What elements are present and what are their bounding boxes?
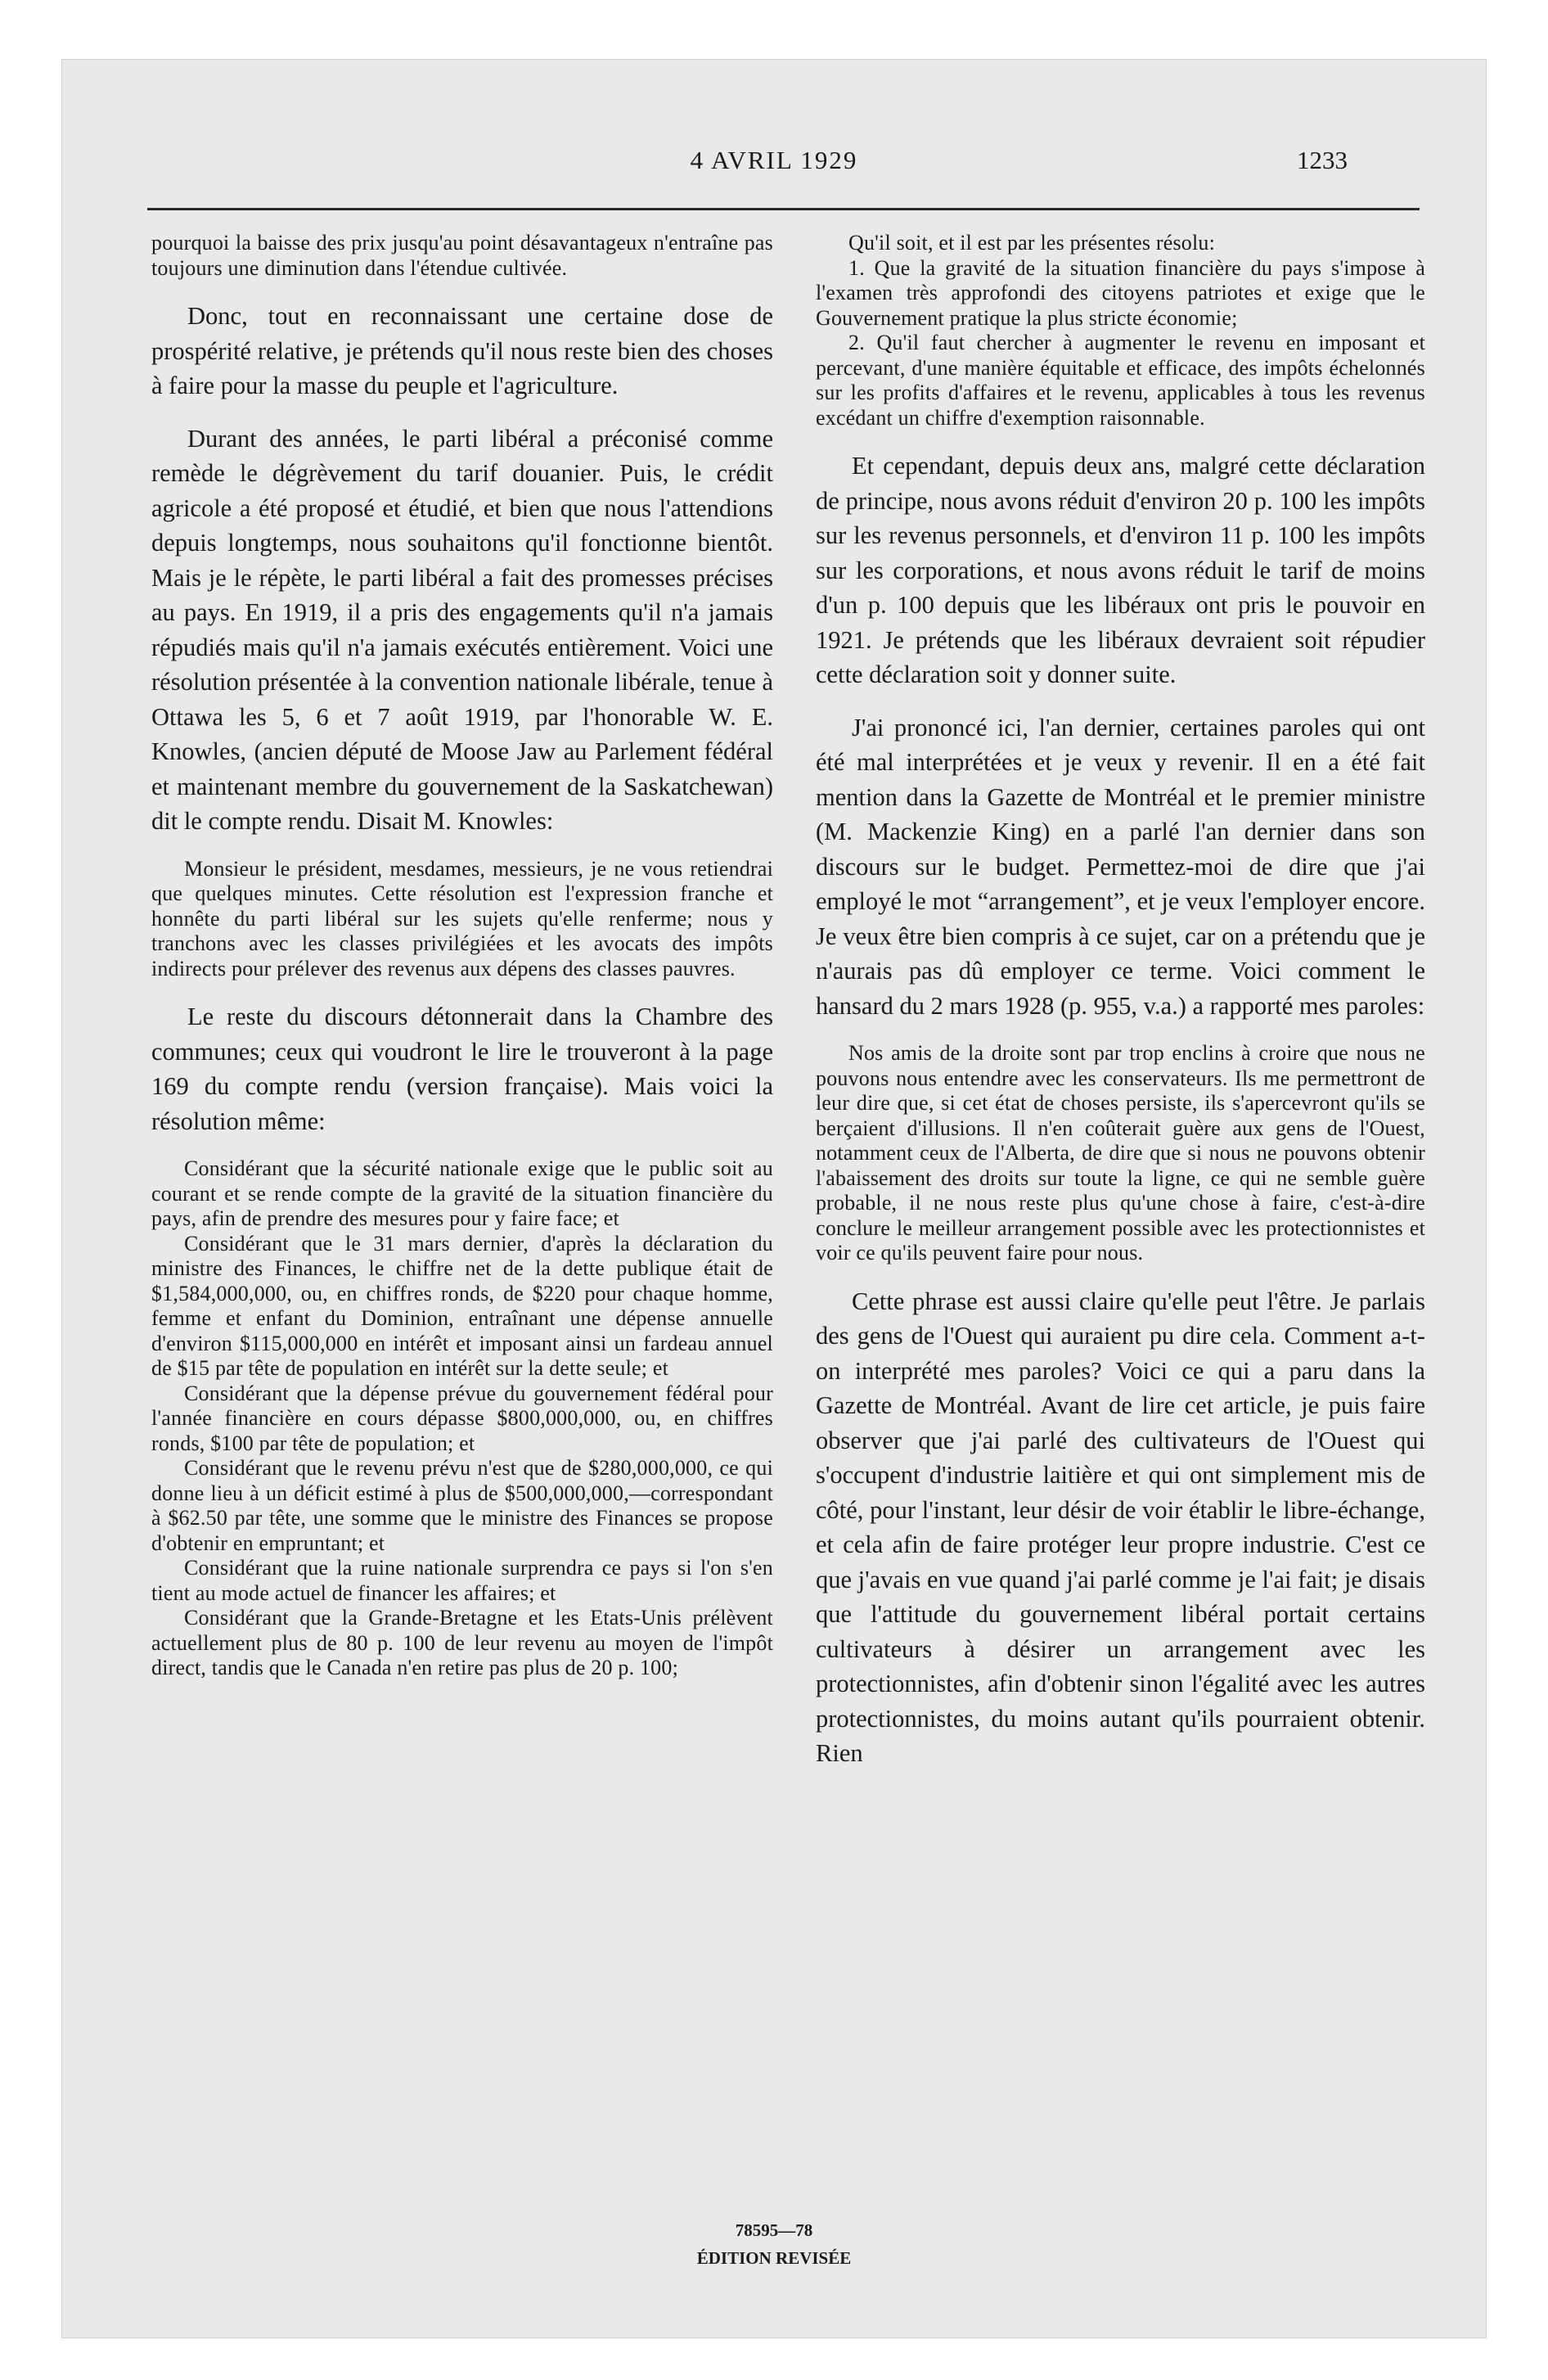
paragraph: Cette phrase est aussi claire qu'elle peut l'être. Je parlais des gens de l'Ouest qui auraient pu dire cela. Comment a-t-on interprété mes paroles? Voici ce qui a paru dans la Gazette de Montréal. Avant de lire cet article, je puis faire observer que j'ai parlé des cultivateurs de l'Ouest qui s'occupent d'industrie laitière et qui ont simplement mis de côté, pour l'instant, leur désir de voir établir le libre-échange, et cela afin de faire protéger leur propre industrie. C'est ce que j'avais en vue quand j'ai parlé comme je l'ai fait; je disais que l'attitude du gouvernement libéral portait certains cultivateurs à désirer un arrangement avec les protectionnistes, afin d'obtenir sinon l'égalité avec les autres protectionnistes, du moins autant qu'ils pourraient obtenir. Rien <box>816 1287 1425 1767</box>
paragraph: Considérant que la ruine nationale surprendra ce pays si l'on s'en tient au mode actuel de financer les affaires; et <box>151 1556 773 1605</box>
running-header-date: 4 AVRIL 1929 <box>690 146 858 174</box>
paragraph: Considérant que le revenu prévu n'est que de $280,000,000, ce qui donne lieu à un déficit estimé à plus de $500,000,000,—correspondant à $62.50 par tête, une somme que le ministre des Finances se propose d'obtenir en empruntant; et <box>151 1456 773 1555</box>
paragraph: Donc, tout en reconnaissant une certaine dose de prospérité relative, je prétends qu'il nous reste bien des choses à faire pour la masse du peuple et l'agriculture. <box>151 302 773 399</box>
paragraph: Considérant que la Grande-Bretagne et les Etats-Unis prélèvent actuellement plus de 80 p. 100 de leur revenu au moyen de l'impôt direct, tandis que le Canada n'en retire pas plus de 20 p. 100; <box>151 1606 773 1679</box>
paragraph: J'ai prononcé ici, l'an dernier, certaines paroles qui ont été mal interprétées et je veux y revenir. Il en a été fait mention dans la Gazette de Montréal et le premier ministre (M. Mackenzie King) en a parlé l'an dernier dans son discours sur le budget. Permettez-moi de dire que j'ai employé le mot “arrangement”, et je veux l'employer encore. Je veux être bien compris à ce sujet, car on a prétendu que je n'aurais pas dû employer ce terme. Voici comment le hansard du 2 mars 1928 (p. 955, v.a.) a rapporté mes paroles: <box>816 713 1425 1020</box>
paragraph: Considérant que la dépense prévue du gouvernement fédéral pour l'année financière en cours dépasse $800,000,000, ou, en chiffres ronds, $100 par tête de population; et <box>151 1381 773 1455</box>
paragraph: Considérant que le 31 mars dernier, d'après la déclaration du ministre des Finances, le chiffre net de la dette publique était de $1,584,000,000, ou, en chiffres ronds, de $220 pour chaque homme, femme et enfant du Dominion, entraînant une dépense annuelle d'environ $115,000,000 en intérêt et imposant ainsi un fardeau annuel de $15 par tête de population en intérêt sur la dette seule; et <box>151 1231 773 1380</box>
paragraph: Qu'il soit, et il est par les présentes résolu: <box>848 231 1216 255</box>
header-rule <box>147 208 1420 210</box>
paragraph: Nos amis de la droite sont par trop enclins à croire que nous ne pouvons nous entendre avec les conservateurs. Ils me permettront de leur dire que, si cet état de choses persiste, ils s'apercevront qu'ils se berçaient d'illusions. Il n'en coûterait guère aux gens de l'Ouest, notamment ceux de l'Alberta, de dire que si nous ne pouvons obtenir l'abaissement des droits sur toute la ligne, ce qui ne semble guère probable, il ne nous reste plus qu'une chose à faire, c'est-à-dire conclure le meilleur arrangement possible avec les protectionnistes et voir ce qu'ils peuvent faire pour nous. <box>816 1041 1425 1264</box>
footer <box>61 2216 1487 2272</box>
paragraph: Durant des années, le parti libéral a préconisé comme remède le dégrèvement du tarif douanier. Puis, le crédit agricole a été proposé et étudié, et bien que nous l'attendions depuis longtemps, nous souhaitons qu'il fonctionne bientôt. Mais je le répète, le parti libéral a fait des promesses précises au pays. En 1919, il a pris des engagements qu'il n'a jamais répudiés mais qu'il n'a jamais exécutés entièrement. Voici une résolution présentée à la convention nationale libérale, tenue à Ottawa les 5, 6 et 7 août 1919, par l'honorable W. E. Knowles, (ancien député de Moose Jaw au Parlement fédéral et maintenant membre du gouvernement de la Saskatchewan) dit le compte rendu. Disait M. Knowles: <box>151 424 773 835</box>
paragraph: pourquoi la baisse des prix jusqu'au point désavantageux n'entraîne pas toujours une diminution dans l'étendue cultivée. <box>151 231 773 280</box>
left-column <box>151 231 773 1681</box>
page-number: 1233 <box>1297 146 1348 174</box>
paragraph: Monsieur le président, mesdames, messieurs, je ne vous retiendrai que quelques minutes. Cette résolution est l'expression franche et honnête du parti libéral sur les sujets qu'elle renferme; nous y tranchons avec les classes privilégiées et les avocats des impôts indirects pour prélever des revenus aux dépens des classes pauvres. <box>151 856 773 980</box>
page-sheet <box>61 59 1487 2338</box>
footer-code: 78595—78 <box>735 2220 813 2240</box>
paragraph: Considérant que la sécurité nationale exige que le public soit au courant et se rende compte de la gravité de la situation financière du pays, afin de prendre des mesures pour y faire face; et <box>151 1156 773 1230</box>
right-column <box>816 231 1425 1789</box>
paragraph: 1. Que la gravité de la situation financière du pays s'impose à l'examen très approfondi des citoyens patriotes et exige que le Gouvernement pratique la plus stricte économie; <box>816 255 1425 330</box>
paragraph: Et cependant, depuis deux ans, malgré cette déclaration de principe, nous avons réduit d'environ 20 p. 100 les impôts sur les revenus personnels, et d'environ 11 p. 100 les impôts sur les corporations, et nous avons réduit le tarif de moins d'un p. 100 depuis que les libéraux ont pris le pouvoir en 1921. Je prétends que les libéraux devraient soit répudier cette déclaration soit y donner suite. <box>816 452 1425 688</box>
paragraph: Le reste du discours détonnerait dans la Chambre des communes; ceux qui voudront le lire le trouveront à la page 169 du compte rendu (version française). Mais voici la résolution même: <box>151 1003 773 1135</box>
footer-edition: ÉDITION REVISÉE <box>696 2248 852 2268</box>
paragraph: 2. Qu'il faut chercher à augmenter le revenu en imposant et percevant, d'une manière équitable et efficace, des impôts échelonnés sur les profits d'affaires et le revenu, applicables à tous les revenus excédant un chiffre d'exemption raisonnable. <box>816 331 1425 430</box>
